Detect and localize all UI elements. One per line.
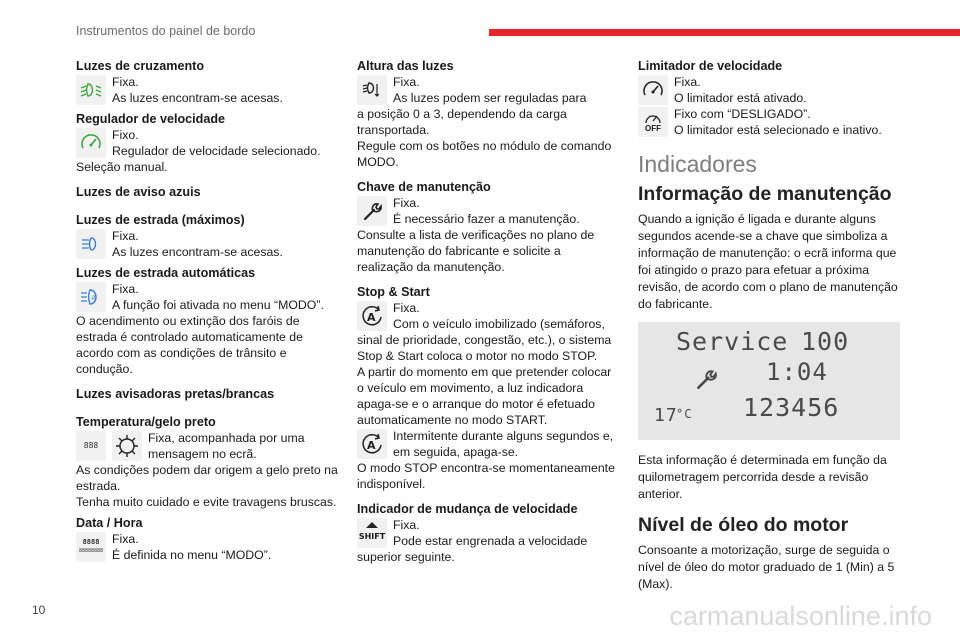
high-beam-row [76,228,338,260]
gear-shift-extra: superior seguinte. [357,550,455,564]
gear-shift-icon-text: SHIFT [358,532,386,541]
display-temperature: 17 [654,405,678,426]
page-header-title: Instrumentos do painel de bordo [76,24,256,38]
speed-limiter-heading: Limitador de velocidade [638,59,783,73]
maintenance-title: Informação de manutenção [638,183,892,205]
stop-start-icon [357,301,387,331]
service-display-image [638,322,900,440]
auto-high-beam-icon [76,282,106,312]
stop-start-extra2: A partir do momento em que pretender colocar o veículo em movimento, a luz indicadora apaga-se e o arranque do motor é efetuado automaticamente no modo START. [357,365,612,427]
stop-start-extra: sinal de prioridade, congestão, etc.), o sistema Stop & Start coloca o motor no modo STOP. [357,333,612,363]
temperature-display-icon: 888 [76,431,106,461]
frost-extra2: Tenha muito cuidado e evite travagens bruscas. [76,495,337,509]
speed-limiter-row [638,74,900,106]
cruise-heading: Regulador de velocidade [76,112,226,126]
low-beam-status: Fixa. [112,75,139,89]
stop-start-blink-row [357,428,617,460]
stop-start-row [357,300,617,332]
header-accent-bar [489,29,960,36]
stop-start-blink: Intermitente durante alguns segundos e, em seguida, apaga-se. [393,429,614,459]
cruise-desc: Regulador de velocidade selecionado. [112,144,321,158]
cruise-row [76,127,338,159]
display-wrench-icon [693,366,719,396]
low-beam-icon [76,75,106,105]
frost-desc: Fixa, acompanhada por uma mensagem no ecrã. [148,431,305,461]
display-odometer: 123456 [743,393,840,422]
oil-level-paragraph: Consoante a motorização, surge de seguida o nível de óleo do motor graduado de 1 (Min) a 5 (Max). [638,543,895,591]
low-beam-row [76,74,338,106]
display-service-label: Service [676,327,789,356]
speed-limiter-off-text: OFF [645,124,661,133]
column-2 [357,58,617,565]
stop-start-icon-letter: A [367,311,376,324]
speed-limiter-desc2: O limitador está selecionado e inativo. [674,123,882,137]
stop-start-status: Fixa. [393,301,420,315]
cruise-extra: Seleção manual. [76,160,168,174]
speed-limiter-desc: O limitador está ativado. [674,91,807,105]
display-time: 1:04 [766,358,828,386]
column-3 [638,58,900,602]
light-height-desc: As luzes podem ser reguladas para [393,91,587,105]
service-key-row [357,195,617,227]
date-icon-line1: 8888 [82,538,100,546]
frost-row [76,430,338,462]
page-number: 10 [32,603,46,617]
high-beam-heading: Luzes de estrada (máximos) [76,213,245,227]
cruise-control-icon [76,128,106,158]
auto-high-beam-status: Fixa. [112,282,139,296]
stop-start-desc: Com o veículo imobilizado (semáforos, [393,317,605,331]
speed-limiter-off-row [638,106,900,138]
blue-warning-heading: Luzes de aviso azuis [76,185,201,199]
light-height-status: Fixa. [393,75,420,89]
gear-shift-status: Fixa. [393,518,420,532]
headlamp-height-icon [357,75,387,105]
speed-limiter-status2: Fixo com “DESLIGADO”. [674,107,811,121]
date-row [76,531,338,563]
service-key-desc: É necessário fazer a manutenção. [393,212,580,226]
auto-high-beam-row [76,281,338,313]
light-height-heading: Altura das luzes [357,59,454,73]
mileage-note: Esta informação é determinada em função da quilometragem percorrida desde a revisão anterior. [638,453,887,501]
oil-level-title: Nível de óleo do motor [638,514,849,536]
low-beam-heading: Luzes de cruzamento [76,59,205,73]
gear-shift-row [357,517,617,549]
cruise-status: Fixo. [112,128,139,142]
frost-extra: As condições podem dar origem a gelo preto na estrada. [76,463,338,493]
light-height-row [357,74,617,106]
frost-heading: Temperatura/gelo preto [76,415,216,429]
date-icon-line2: 88888888 [78,548,104,554]
speed-limiter-off-icon [638,107,668,137]
auto-high-beam-desc: A função foi ativada no menu “MODO”. [112,298,324,312]
service-key-extra: Consulte a lista de verificações no plano de manutenção do fabricante e solicite a realização da manutenção. [357,228,595,274]
service-key-status: Fixa. [393,196,420,210]
high-beam-status: Fixa. [112,229,139,243]
date-status: Fixa. [112,532,139,546]
date-desc: É definida no menu “MODO”. [112,548,272,562]
gear-shift-desc: Pode estar engrenada a velocidade [393,534,588,548]
column-1 [76,58,338,563]
stop-start-blink-extra: O modo STOP encontra-se momentaneamente indisponível. [357,461,615,491]
speed-limiter-icon [638,75,668,105]
date-heading: Data / Hora [76,516,143,530]
gear-shift-icon [357,518,387,548]
auto-high-beam-extra: O acendimento ou extinção dos faróis de estrada é controlado automaticamente de acordo com as condições de trânsito e condução. [76,314,303,376]
service-key-heading: Chave de manutenção [357,180,491,194]
black-white-heading: Luzes avisadoras pretas/brancas [76,387,275,401]
maintenance-paragraph: Quando a ignição é ligada e durante alguns segundos acende-se a chave que simboliza a informação de manutenção: o ecrã informa que foi atingido o prazo para efetuar a próxima revisão, de acordo com o plano de manutenção do fabricante. [638,212,898,311]
high-beam-icon [76,229,106,259]
svg-text:A: A [91,294,97,302]
watermark: carmanualsonline.info [669,601,932,631]
display-service-value: 100 [801,327,850,356]
stop-start-heading: Stop & Start [357,285,430,299]
date-display-icon [76,532,106,562]
low-beam-desc: As luzes encontram-se acesas. [112,91,283,105]
display-temperature-unit: °C [676,407,693,421]
auto-high-beam-heading: Luzes de estrada automáticas [76,266,256,280]
stop-start-blink-icon [357,429,387,459]
speed-limiter-status: Fixa. [674,75,701,89]
section-title-indicators: Indicadores [638,151,757,177]
gear-shift-heading: Indicador de mudança de velocidade [357,502,578,516]
frost-icon [112,431,142,461]
high-beam-desc: As luzes encontram-se acesas. [112,245,283,259]
stop-start-blink-icon-letter: A [367,439,376,452]
wrench-icon [357,196,387,226]
light-height-extra2: Regule com os botões no módulo de comando MODO. [357,139,612,169]
light-height-extra: a posição 0 a 3, dependendo da carga transportada. [357,107,567,137]
